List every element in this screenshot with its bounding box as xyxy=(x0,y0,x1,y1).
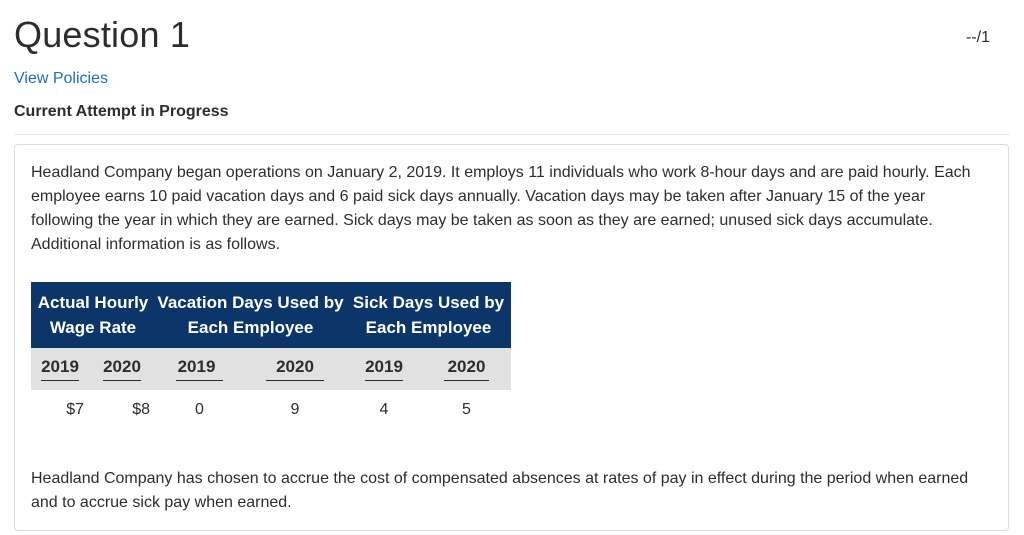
view-policies-link[interactable]: View Policies xyxy=(14,70,108,87)
year-label: 2020 xyxy=(103,357,141,381)
header-sick-days: Sick Days Used by Each Employee xyxy=(352,293,505,337)
table-cell: 5 xyxy=(462,401,471,418)
year-label: 2020 xyxy=(266,357,324,381)
table-cell: $8 xyxy=(132,401,150,418)
header-wage-rate: Actual Hourly Wage Rate xyxy=(37,293,149,337)
header-divider xyxy=(14,134,1010,135)
attempt-status: Current Attempt in Progress xyxy=(14,103,229,120)
year-label: 2019 xyxy=(365,357,403,381)
year-label: 2020 xyxy=(444,357,490,381)
question-closing: Headland Company has chosen to accrue the cost of compensated absences at rates of pay in effect during the period when earned and to accrue sick pay when earned. xyxy=(31,470,969,511)
table-years-row xyxy=(31,348,511,390)
year-cell xyxy=(346,357,422,381)
year-cell xyxy=(89,357,155,381)
question-title: Question 1 xyxy=(14,14,191,55)
table-values-row xyxy=(31,390,511,430)
table-cell: $7 xyxy=(66,401,84,418)
year-cell xyxy=(422,357,511,381)
year-cell xyxy=(31,357,89,381)
data-table xyxy=(31,282,511,430)
header-vacation-days: Vacation Days Used by Each Employee xyxy=(157,293,344,337)
table-header-row xyxy=(31,282,511,348)
table-cell: 4 xyxy=(379,401,389,418)
question-card xyxy=(14,144,1009,531)
year-cell xyxy=(244,357,346,381)
year-label: 2019 xyxy=(41,357,79,381)
question-intro: Headland Company began operations on January 2, 2019. It employs 11 individuals who work 8-hour days and are paid hourly. Each employee earns 10 paid vacation days and 6 paid sick days annually. Vacation days may be taken after January 15 of the year following the year in which they are earned. Sick days may be taken as soon as they are earned; unused sick days accumulate. Additional information is as follows. xyxy=(31,164,971,253)
table-cell: 0 xyxy=(195,401,204,418)
year-cell xyxy=(155,357,244,381)
year-label: 2019 xyxy=(176,357,224,381)
score-label: --/1 xyxy=(966,29,990,46)
table-cell: 9 xyxy=(290,401,300,418)
